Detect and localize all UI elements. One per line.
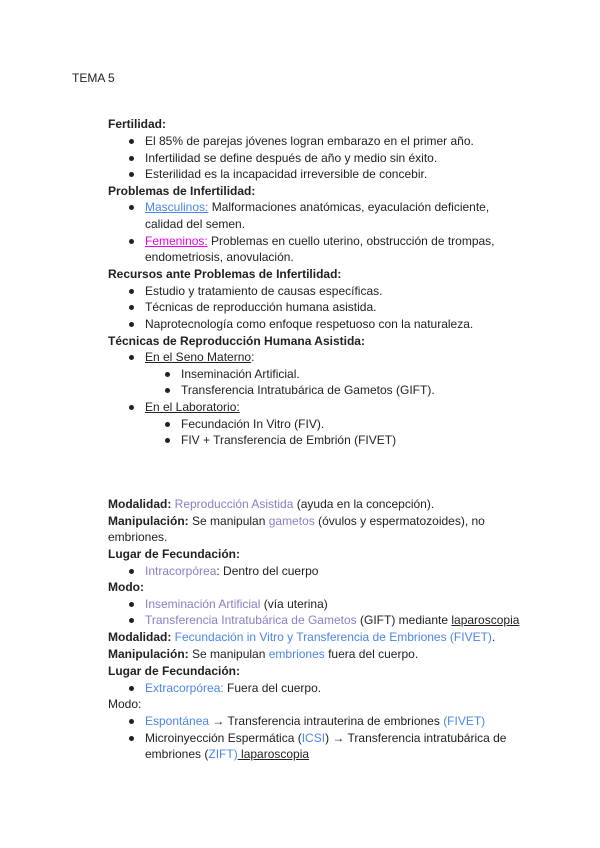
fertilidad-heading: Fertilidad: — [108, 117, 167, 131]
lugar-heading: Lugar de Fecundación: — [108, 547, 241, 561]
list-item: Transferencia Intratubárica de Gametos (GIFT) mediante laparoscopia — [145, 613, 520, 627]
list-item: FIV + Transferencia de Embrión (FIVET) — [181, 433, 397, 447]
list-item: Naprotecnología como enfoque respetuoso con la naturaleza. — [145, 317, 474, 331]
manipulacion-line: Manipulación: Se manipulan embriones fuera del cuerpo. — [108, 647, 419, 661]
list-item: Microinyección Espermática (ICSI) → Transferencia intratubárica de — [145, 731, 507, 745]
list-item: Espontánea → Transferencia intrauterina de embriones (FIVET) — [145, 714, 486, 728]
list-item-laboratorio — [145, 399, 240, 415]
list-item: Esterilidad es la incapacidad irreversible de concebir. — [145, 167, 428, 181]
laparoscopia-link[interactable]: laparoscopia — [237, 747, 310, 761]
list-item: Fecundación In Vitro (FIV). — [181, 417, 325, 431]
list-item-seno-materno: En el Seno Materno: — [145, 350, 255, 364]
problemas-heading: Problemas de Infertilidad: — [108, 184, 256, 198]
list-item-continuation: calidad del semen. — [145, 217, 246, 231]
list-item-continuation: endometriosis, anovulación. — [145, 250, 294, 264]
masculinos-link[interactable]: Masculinos: — [145, 200, 209, 214]
list-item-femeninos: Femeninos: Problemas en cuello uterino, obstrucción de trompas, — [145, 234, 495, 248]
list-item-masculinos: Masculinos: Malformaciones anatómicas, eyaculación deficiente, — [145, 200, 490, 214]
modo-heading: Modo: — [108, 580, 144, 594]
list-item: Transferencia Intratubárica de Gametos (GIFT). — [181, 383, 435, 397]
lugar-heading: Lugar de Fecundación: — [108, 664, 241, 678]
modalidad-line: Modalidad: Reproducción Asistida (ayuda en la concepción). — [108, 497, 435, 511]
manipulacion-line: Manipulación: Se manipulan gametos (óvulos y espermatozoides), no — [108, 514, 485, 528]
list-item-continuation: embriones (ZIFT) laparoscopia — [145, 747, 310, 761]
document-title: TEMA 5 — [72, 71, 115, 85]
tecnicas-heading: Técnicas de Reproducción Humana Asistida: — [108, 334, 365, 348]
list-item: Intracorpórea: Dentro del cuerpo — [145, 564, 319, 578]
list-item: Estudio y tratamiento de causas específicas. — [145, 284, 383, 298]
list-item: Inseminación Artificial. — [181, 367, 300, 381]
laparoscopia-link[interactable]: laparoscopia — [451, 613, 520, 627]
femeninos-link[interactable]: Femeninos: — [145, 234, 208, 248]
list-item: Técnicas de reproducción humana asistida. — [145, 300, 377, 314]
modo-heading: Modo: — [108, 697, 142, 711]
list-item: Extracorpórea: Fuera del cuerpo. — [145, 681, 322, 695]
modalidad-line: Modalidad: Fecundación in Vitro y Transferencia de Embriones (FIVET). — [108, 630, 496, 644]
list-item: Infertilidad se define después de año y medio sin éxito. — [145, 151, 438, 165]
seno-materno-link[interactable]: En el Seno Materno — [145, 350, 252, 364]
laboratorio-link[interactable]: En el Laboratorio: — [145, 400, 240, 414]
list-item: Inseminación Artificial (vía uterina) — [145, 597, 328, 611]
recursos-heading: Recursos ante Problemas de Infertilidad: — [108, 267, 342, 281]
list-item: El 85% de parejas jóvenes logran embarazo en el primer año. — [145, 134, 474, 148]
manipulacion-continuation: embriones. — [108, 530, 168, 544]
